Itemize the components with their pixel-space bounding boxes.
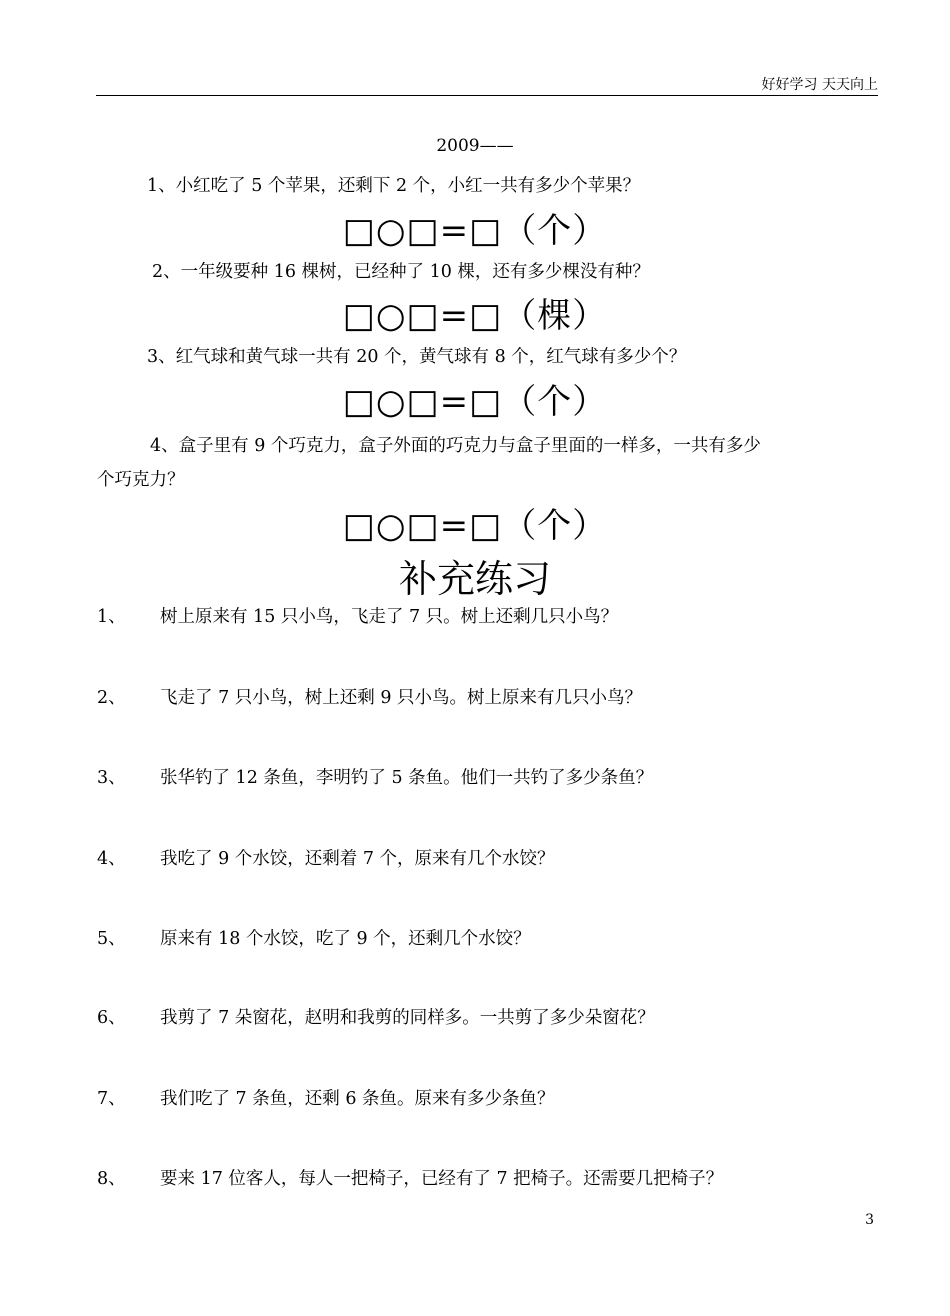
supplement-item-text: 我剪了 7 朵窗花，赵明和我剪的同样多。一共剪了多少朵窗花？ [160,1008,655,1028]
question-4-text-line1: 4、盒子里有 9 个巧克力，盒子外面的巧克力与盒子里面的一样多，一共有多少 [150,436,761,456]
supplement-item-number: 5、 [97,929,126,949]
supplement-item-number: 2、 [97,688,126,708]
question-2-formula: □○□=□（棵） [342,296,608,336]
header-rule [96,95,878,96]
page-header-motto: 好好学习 天天向上 [761,77,878,93]
question-3-text: 3、红气球和黄气球一共有 20 个，黄气球有 8 个，红气球有多少个？ [147,347,687,367]
supplement-item-number: 4、 [97,849,126,869]
question-4-text-line2: 个巧克力？ [97,470,185,490]
supplement-item-number: 7、 [97,1089,126,1109]
supplement-item-number: 6、 [97,1008,126,1028]
supplement-item-text: 要来 17 位客人，每人一把椅子，已经有了 7 把椅子。还需要几把椅子？ [160,1169,724,1189]
supplement-title: 补充练习 [398,557,551,601]
supplement-item-number: 3、 [97,768,126,788]
supplement-item-text: 我们吃了 7 条鱼，还剩 6 条鱼。原来有多少条鱼？ [160,1089,555,1109]
question-3-formula: □○□=□（个） [342,382,608,422]
question-4-formula: □○□=□（个） [342,506,608,546]
question-1-formula: □○□=□（个） [342,211,608,251]
supplement-item-text: 飞走了 7 只小鸟，树上还剩 9 只小鸟。树上原来有几只小鸟？ [160,688,643,708]
question-1-text: 1、小红吃了 5 个苹果，还剩下 2 个，小红一共有多少个苹果？ [147,176,641,196]
year-heading: 2009—— [436,136,514,156]
page-number: 3 [865,1212,874,1228]
question-2-text: 2、一年级要种 16 棵树，已经种了 10 棵，还有多少棵没有种？ [152,262,650,282]
supplement-item-text: 原来有 18 个水饺，吃了 9 个，还剩几个水饺？ [160,929,531,949]
supplement-item-number: 8、 [97,1169,126,1189]
supplement-item-text: 我吃了 9 个水饺，还剩着 7 个，原来有几个水饺？ [160,849,555,869]
supplement-item-text: 树上原来有 15 只小鸟，飞走了 7 只。树上还剩几只小鸟？ [160,607,619,627]
supplement-item-number: 1、 [97,607,126,627]
supplement-item-text: 张华钓了 12 条鱼，李明钓了 5 条鱼。他们一共钓了多少条鱼？ [160,768,654,788]
